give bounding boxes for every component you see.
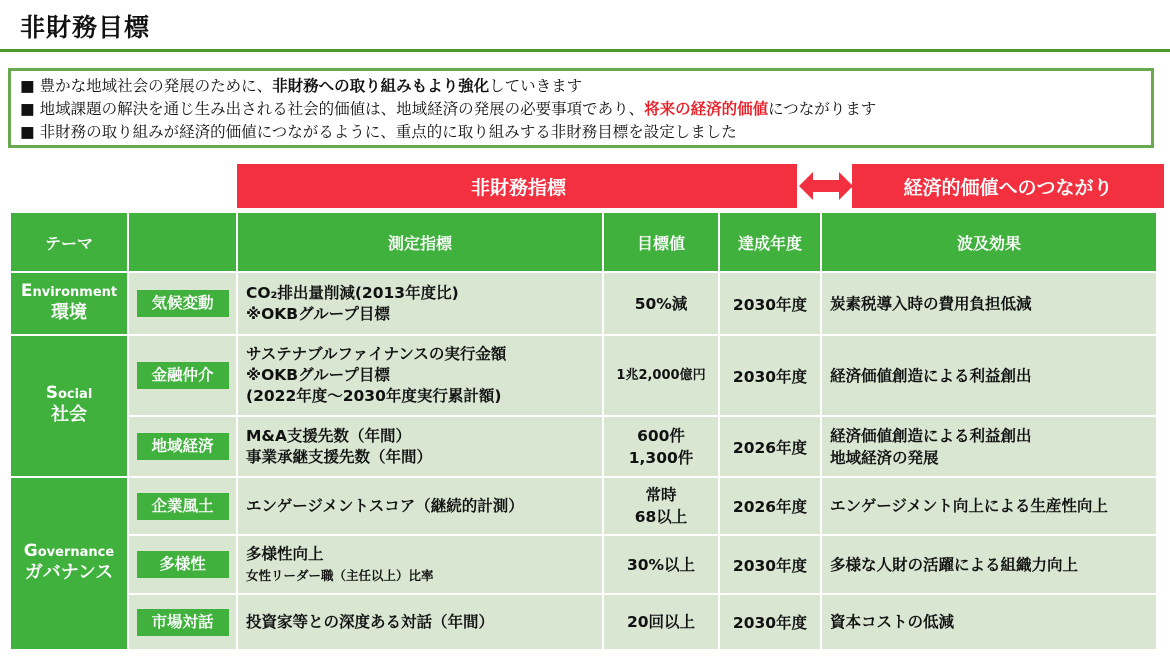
theme-social-en: ocial xyxy=(57,387,93,402)
year-cell: 2026年度 xyxy=(719,477,821,535)
theme-governance-cap: G xyxy=(23,540,38,561)
target-cell xyxy=(603,477,719,535)
tag-cell xyxy=(128,335,237,416)
theme-governance-ja: ガバナンス xyxy=(24,561,114,583)
tag-finance: 金融仲介 xyxy=(137,362,229,389)
effect-cell: 経済価値創造による利益創出 xyxy=(821,335,1157,416)
tag-regional-economy: 地域経済 xyxy=(137,433,229,460)
intro-line-1-end: していきます xyxy=(489,77,583,95)
metric-line: M&A支援先数（年間） xyxy=(246,426,411,445)
header-target: 目標値 xyxy=(603,212,719,272)
header-effect: 波及効果 xyxy=(821,212,1157,272)
theme-social xyxy=(10,335,128,477)
theme-social-ja: 社会 xyxy=(51,404,87,425)
intro-line-1-bold: 非財務への取り組みもより強化 xyxy=(272,77,490,95)
tag-climate: 気候変動 xyxy=(137,290,229,317)
table-row xyxy=(10,335,1157,416)
year-cell: 2030年度 xyxy=(719,335,821,416)
effect-cell: エンゲージメント向上による生産性向上 xyxy=(821,477,1157,535)
metric-line: 多様性向上 xyxy=(246,544,324,563)
theme-governance-en: overnance xyxy=(37,544,115,560)
metric-line: (2022年度～2030年度実行累計額) xyxy=(246,387,502,405)
metric-cell xyxy=(237,335,603,416)
economic-value-band: 経済的価値へのつながり xyxy=(852,164,1164,208)
table-row xyxy=(10,477,1157,535)
metric-cell xyxy=(237,535,603,594)
metric-subline: 女性リーダー職（主任以上）比率 xyxy=(246,567,434,583)
effect-cell: 資本コストの低減 xyxy=(821,594,1157,650)
theme-social-cap: S xyxy=(45,383,58,403)
header-tag xyxy=(128,212,237,272)
tag-diversity: 多様性 xyxy=(137,551,229,578)
metric-cell xyxy=(237,272,603,335)
double-arrow-icon xyxy=(797,164,855,208)
intro-line-2-end: につながります xyxy=(768,100,877,118)
year-cell: 2030年度 xyxy=(719,594,821,650)
theme-environment-en: nvironment xyxy=(32,284,118,300)
theme-governance xyxy=(10,477,128,650)
metric-line: 事業承継支援先数（年間） xyxy=(246,447,433,466)
year-cell: 2030年度 xyxy=(719,272,821,335)
target-cell: 30%以上 xyxy=(603,535,719,594)
effect-line: 地域経済の発展 xyxy=(830,448,939,467)
table-header-row xyxy=(10,212,1157,272)
intro-line-3: ■ 非財務の取り組みが経済的価値につながるように、重点的に取り組みする非財務目標を設定しました xyxy=(20,123,737,141)
metric-line: CO₂排出量削減(2013年度比) xyxy=(246,283,459,302)
metric-line: ※OKBグループ目標 xyxy=(246,366,390,384)
target-line: 常時 xyxy=(645,486,677,504)
target-cell xyxy=(603,416,719,477)
theme-environment xyxy=(10,272,128,335)
metric-line: ※OKBグループ目標 xyxy=(246,304,390,323)
tag-cell xyxy=(128,272,237,335)
metric-cell: 投資家等との深度ある対話（年間） xyxy=(237,594,603,650)
target-line: 68以上 xyxy=(634,508,688,526)
goals-table xyxy=(9,211,1158,651)
header-metric: 測定指標 xyxy=(237,212,603,272)
tag-cell xyxy=(128,416,237,477)
non-financial-band: 非財務指標 xyxy=(237,164,800,208)
metric-line: サステナブルファイナンスの実行金額 xyxy=(246,345,507,363)
theme-environment-ja: 環境 xyxy=(51,301,87,323)
target-line: 600件 xyxy=(637,426,685,445)
title-underline xyxy=(0,49,1170,52)
effect-cell xyxy=(821,416,1157,477)
intro-line-2 xyxy=(20,98,1151,121)
theme-environment-cap: E xyxy=(20,280,33,301)
intro-line-2-highlight: 将来の経済的価値 xyxy=(644,100,769,118)
table-row xyxy=(10,535,1157,594)
target-cell: 50%減 xyxy=(603,272,719,335)
effect-cell: 炭素税導入時の費用負担低減 xyxy=(821,272,1157,335)
effect-line: 経済価値創造による利益創出 xyxy=(830,426,1032,445)
metric-cell: エンゲージメントスコア（継続的計測） xyxy=(237,477,603,535)
effect-cell: 多様な人財の活躍による組織力向上 xyxy=(821,535,1157,594)
tag-cell xyxy=(128,594,237,650)
year-cell: 2026年度 xyxy=(719,416,821,477)
target-cell: 1兆2,000億円 xyxy=(603,335,719,416)
intro-box xyxy=(8,68,1154,148)
tag-cell xyxy=(128,535,237,594)
table-row xyxy=(10,416,1157,477)
year-cell: 2030年度 xyxy=(719,535,821,594)
intro-line-2-text: ■ 地域課題の解決を通じ生み出される社会的価値は、地域経済の発展の必要事項であり、 xyxy=(20,100,645,118)
table-row xyxy=(10,594,1157,650)
intro-line-1 xyxy=(20,75,1151,98)
target-line: 1,300件 xyxy=(628,448,694,467)
metric-cell xyxy=(237,416,603,477)
target-cell: 20回以上 xyxy=(603,594,719,650)
table-row xyxy=(10,272,1157,335)
intro-line-1-text: ■ 豊かな地域社会の発展のために、 xyxy=(20,77,273,95)
header-theme: テーマ xyxy=(10,212,128,272)
header-year: 達成年度 xyxy=(719,212,821,272)
tag-corporate-culture: 企業風土 xyxy=(137,493,229,520)
page-title: 非財務目標 xyxy=(20,13,151,42)
tag-cell xyxy=(128,477,237,535)
tag-market-dialogue: 市場対話 xyxy=(137,609,229,636)
